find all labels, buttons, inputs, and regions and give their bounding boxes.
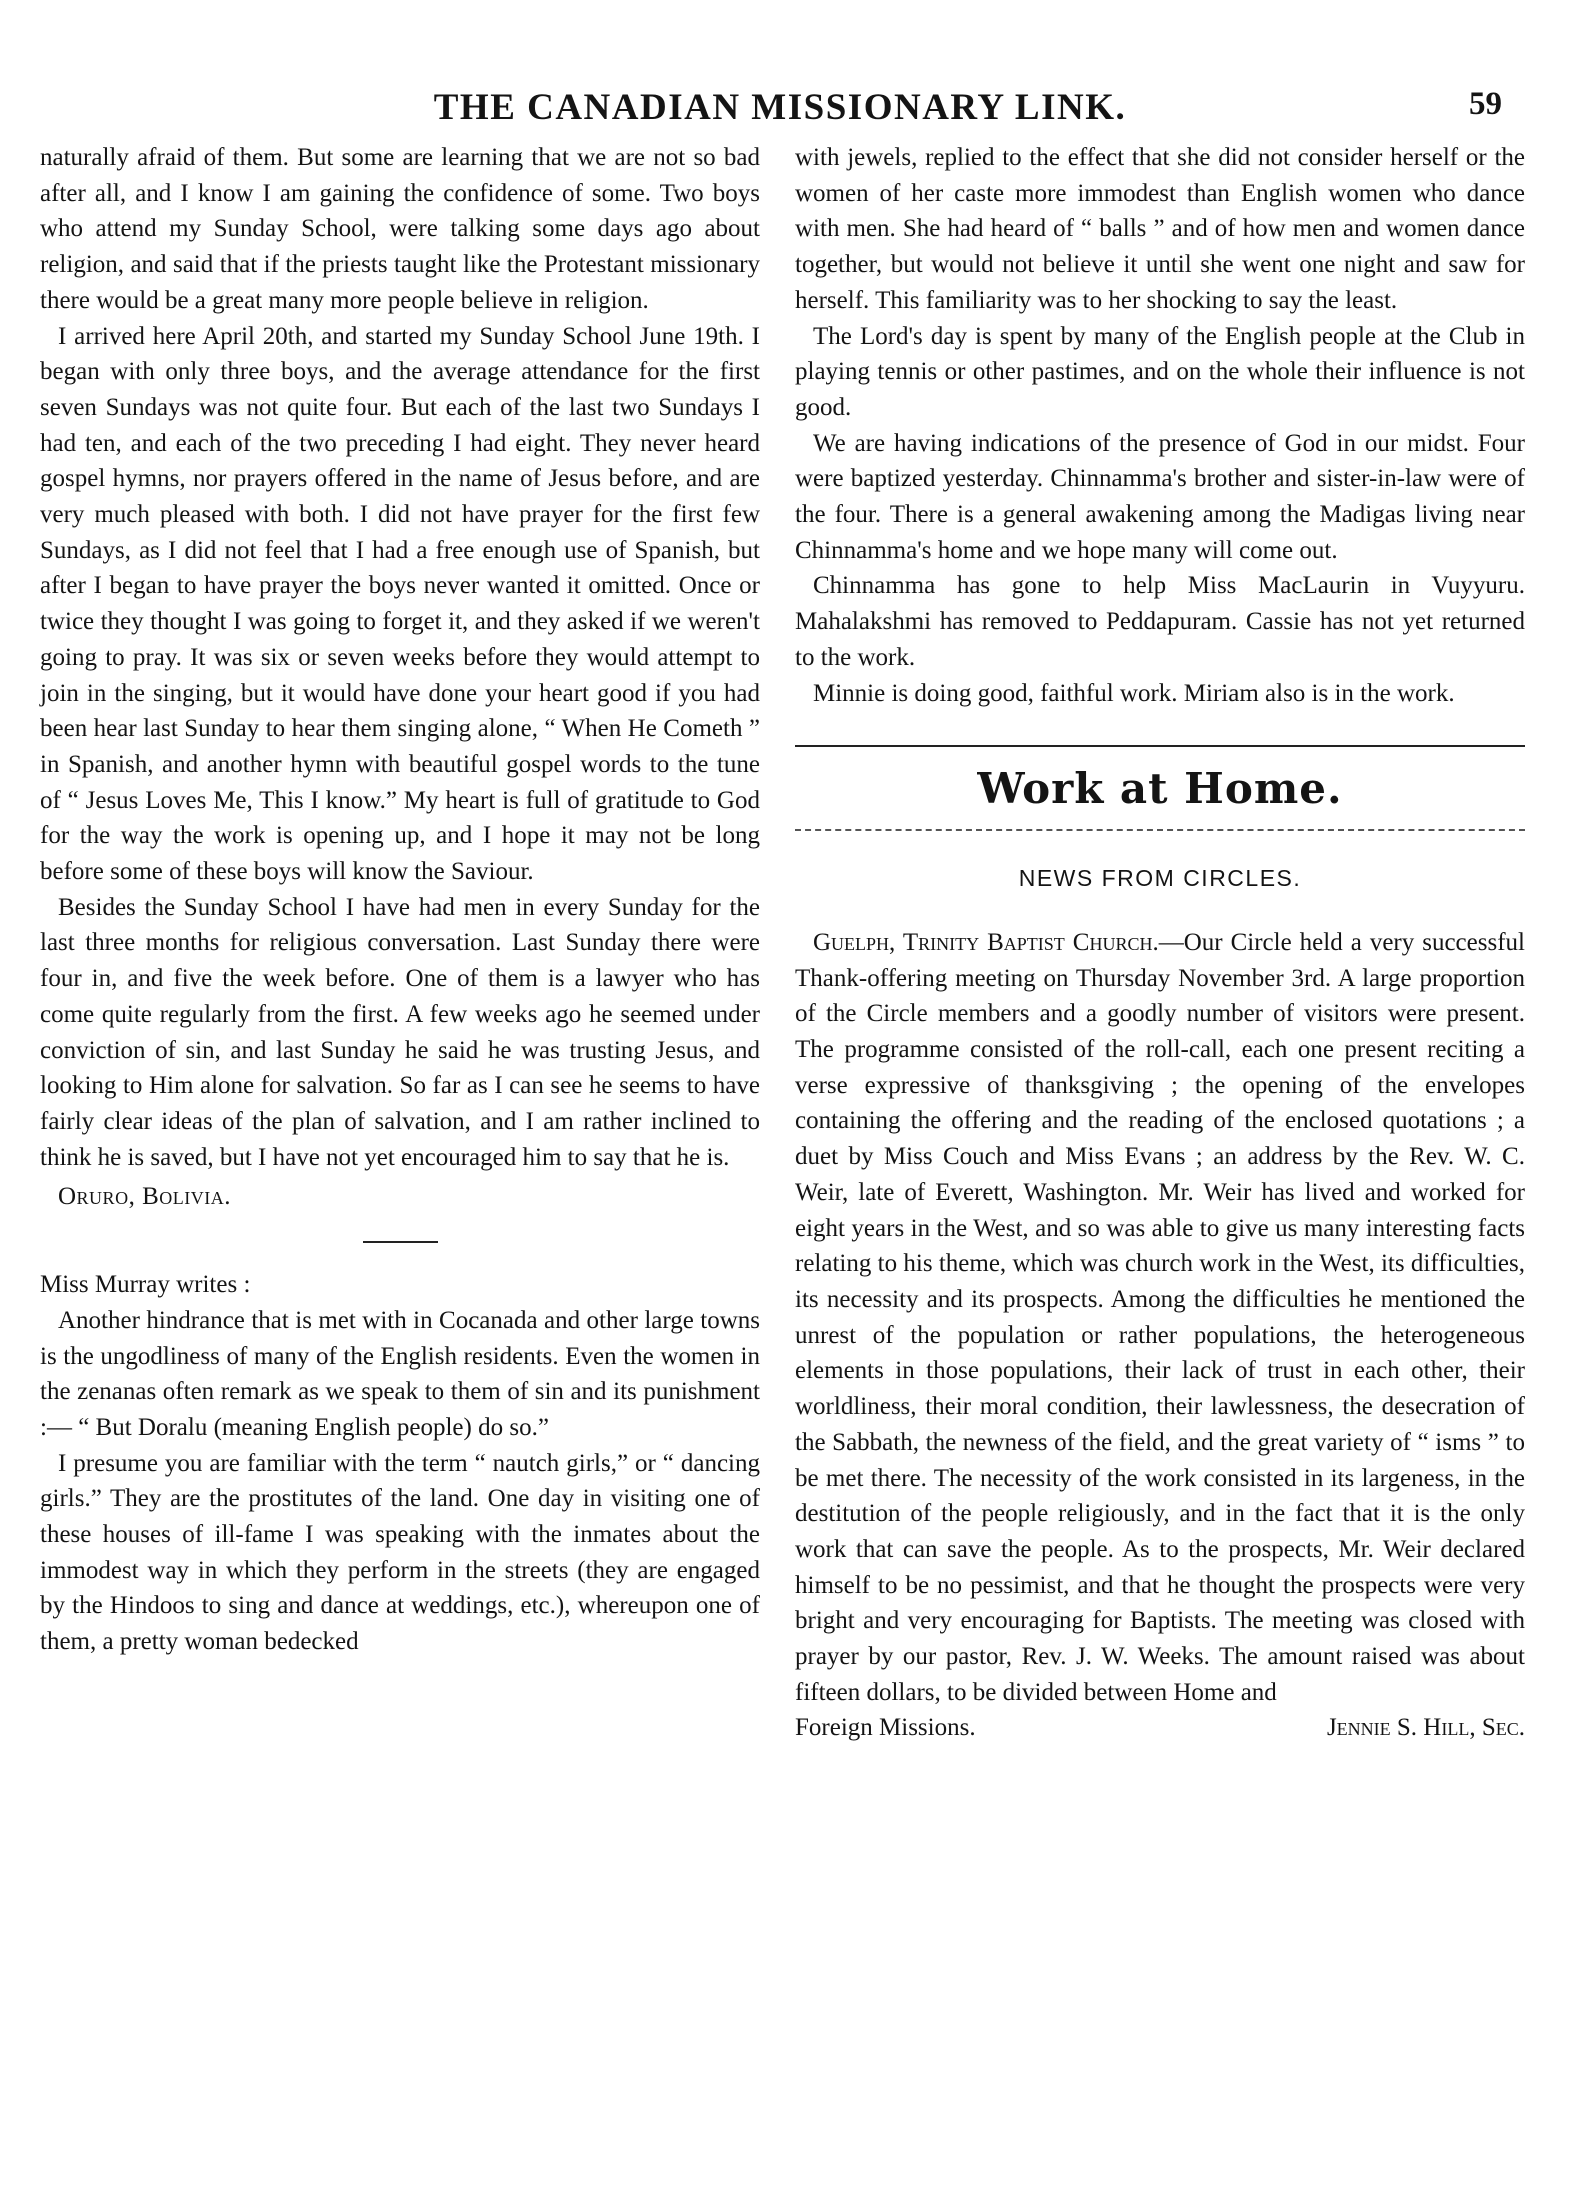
paragraph: naturally afraid of them. But some are learning that we are not so bad after all, and I know I am gaining the confidence of some. Two boys who attend my Sunday School, were talking some days ago about religion, and said that if the priests taught like the Protestant missionary there would be a great many more people believe in religion. <box>40 144 760 314</box>
sub-heading: NEWS FROM CIRCLES. <box>1018 865 1302 892</box>
paragraph: Chinnamma has gone to help Miss MacLaurin in Vuyyuru. Mahalakshmi has removed to Peddapuram. Cassie has not yet returned to the work. <box>795 572 1525 671</box>
paragraph: I arrived here April 20th, and started my Sunday School June 19th. I began with only three boys, and the average attendance for the first seven Sundays was not quite four. But each of the last two Sundays I had ten, and each of the two preceding I had eight. They never heard gospel hymns, nor prayers offered in the name of Jesus before, and are very much pleased with both. I did not have prayer for the first few Sundays, as I did not feel that I had a free enough use of Spanish, but after I began to have prayer the boys never wanted it omitted. Once or twice they thought I was going to forget it, and they asked if we weren't going to pray. It was six or seven weeks before they would attempt to join in the singing, but it would have done your heart good if you had been hear last Sunday to hear them singing alone, “ When He Cometh ” in Spanish, and another hymn with beautiful gospel words to the tune of “ Jesus Loves Me, This I know.” My heart is full of gratitude to God for the way the work is opening up, and I hope it may not be long before some of these boys will know the Saviour. <box>40 322 760 886</box>
page-number: 59 <box>1469 86 1502 122</box>
report-body: —Our Circle held a very successful Thank-offering meeting on Thursday November 3rd. A large proportion of the Circle members and a goodly number of visitors were present. The programme consisted of the roll-call, each one present reciting a verse expressive of thanksgiving ; the opening of the envelopes containing the offering and the reading of the enclosed quotations ; a duet by Miss Couch and Miss Evans ; an address by the Rev. W. C. Weir, late of Everett, Washington. Mr. Weir has lived and worked for eight years in the West, and so was able to give us many interesting facts relating to his theme, which was church work in the West, its difficulties, its necessity and its prospects. Among the difficulties he mentioned the unrest of the population or rather populations, the heterogeneous elements in those populations, their lack of trust in each other, their worldliness, their moral condition, their lawlessness, the desecration of the Sabbath, the newness of the field, and the great variety of “ isms ” to be met there. The necessity of the work consisted in its largeness, in the destitution of the people religiously, and in the fact that it is the only work that can save the people. As to the prospects, Mr. Weir declared himself to be no pessimist, and that he thought the prospects were very bright and very encouraging for Baptists. The meeting was closed with prayer by our pastor, Rev. J. W. Weeks. The amount raised was about fifteen dollars, to be divided between Home and <box>795 928 1525 1706</box>
letter-intro: Miss Murray writes : <box>40 1271 251 1299</box>
paragraph: Another hindrance that is met with in Cocanada and other large towns is the ungodliness of many of the English residents. Even the women in the zenanas often remark as we speak to them of sin and its punishment :— “ But Doralu (meaning English people) do so.” <box>40 1306 760 1441</box>
journal-title: THE CANADIAN MISSIONARY LINK. <box>433 87 1127 128</box>
running-head <box>40 86 1520 130</box>
paragraph: We are having indications of the presence of God in our midst. Four were baptized yesterday. Chinnamma's brother and sister-in-law were of the four. There is a general awakening among the Madigas living near Chinnamma's home and we hope many will come out. <box>795 429 1525 564</box>
paragraph: Besides the Sunday School I have had men in every Sunday for the last three months for religious conversation. Last Sunday there were four in, and five the week before. One of them is a lawyer who has come quite regularly from the first. A few weeks ago he seemed under conviction of sin, and last Sunday he said he was trusting Jesus, and looking to Him alone for salvation. So far as I can see he seems to have fairly clear ideas of the plan of salvation, and I am rather inclined to think he is saved, but I have not yet encouraged him to say that he is. <box>40 893 760 1171</box>
report-lead: Guelph, Trinity Baptist Church. <box>813 928 1159 956</box>
paragraph: with jewels, replied to the effect that she did not consider herself or the women of her caste more immodest than English women who dance with men. She had heard of “ balls ” and of how men and women dance together, but would not believe it until she went one night and saw for herself. This familiarity was to her shocking to say the least. <box>795 144 1525 314</box>
signature-line <box>795 1710 1525 1746</box>
paragraph: The Lord's day is spent by many of the English people at the Club in playing tennis or other pastimes, and on the whole their influence is not good. <box>795 322 1525 421</box>
signature: Jennie S. Hill, Sec. <box>1326 1714 1525 1742</box>
paragraph: Minnie is doing good, faithful work. Miriam also is in the work. <box>813 679 1455 707</box>
report-paragraph <box>795 925 1525 1710</box>
divider <box>363 1241 438 1243</box>
place-signoff: Oruro, Bolivia. <box>58 1183 231 1211</box>
section-rule-top <box>795 745 1525 747</box>
final-line: Foreign Missions. <box>795 1714 976 1742</box>
right-column <box>795 140 1525 1746</box>
section-rule-bottom <box>795 829 1525 831</box>
left-column <box>40 140 760 1660</box>
section-heading: Work at Home. <box>977 764 1343 814</box>
paragraph: I presume you are familiar with the term “ nautch girls,” or “ dancing girls.” They are the prostitutes of the land. One day in visiting one of these houses of ill-fame I was speaking with the inmates about the immodest way in which they perform in the streets (they are engaged by the Hindoos to sing and dance at weddings, etc.), whereupon one of them, a pretty woman bedecked <box>40 1449 760 1656</box>
